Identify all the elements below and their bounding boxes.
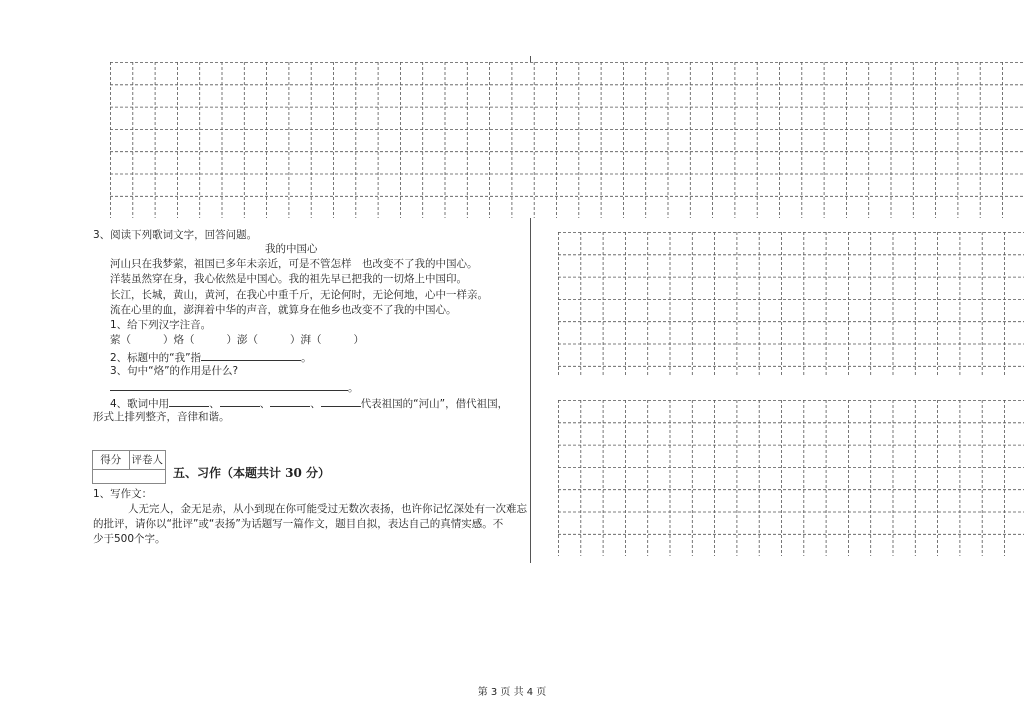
answer-blank[interactable] — [270, 395, 310, 407]
essay-prompt-line-2: 的批评，请你以“批评”或“表扬”为话题写一篇作文，题目自拟，表达自己的真情实感。不 — [93, 518, 504, 530]
poem-line-3: 长江，长城，黄山，黄河，在我心中重千斤，无论何时，无论何地，心中一样亲。 — [110, 289, 488, 301]
answer-blank[interactable] — [220, 395, 260, 407]
sub-question-2: 2、标题中的“我”指 。 — [110, 349, 312, 366]
pinyin-row: 萦（ ）烙（ ）澎（ ）湃（ ） — [110, 334, 364, 346]
page-footer: 第 3 页 共 4 页 — [477, 687, 547, 698]
score-label: 得分 — [93, 451, 130, 469]
answer-blank[interactable] — [110, 379, 348, 391]
sub-question-1: 1、给下列汉字注音。 — [110, 319, 212, 331]
fold-tick — [530, 56, 531, 62]
section-5-title: 五、习作（本题共计 30 分） — [173, 466, 331, 480]
poem-line-4: 流在心里的血，澎湃着中华的声音，就算身在他乡也改变不了我的中国心。 — [110, 304, 457, 316]
sub-question-4: 4、歌词中用 、 、 、 代表祖国的“河山”，借代祖国， — [110, 395, 508, 412]
score-box — [92, 450, 166, 470]
writing-grid-right-1 — [558, 232, 1024, 376]
section-5-question-1: 1、写作文： — [93, 488, 153, 500]
essay-prompt-line-1: 人无完人，金无足赤，从小到现在你可能受过无数次表扬，也许你记忆深处有一次难忘 — [128, 503, 527, 515]
writing-grid-top — [110, 62, 1024, 218]
column-divider — [530, 218, 531, 563]
poem-line-1: 河山只在我梦萦，祖国已多年未亲近，可是不管怎样 也改变不了我的中国心。 — [110, 258, 478, 270]
poem-title: 我的中国心 — [265, 243, 318, 255]
grid-lines — [110, 62, 1024, 218]
writing-grid-right-2 — [558, 400, 1024, 556]
essay-prompt-line-3: 少于500个字。 — [93, 533, 166, 545]
poem-line-2: 洋装虽然穿在身，我心依然是中国心。我的祖先早已把我的一切烙上中国印。 — [110, 273, 467, 285]
grader-label: 评卷人 — [131, 454, 163, 466]
score-box-bottom — [92, 469, 166, 484]
sub-question-3: 3、句中“烙”的作用是什么? — [110, 365, 239, 377]
sub-question-4-cont: 形式上排列整齐，音律和谐。 — [93, 411, 230, 423]
sub-question-3-answer: 。 — [110, 379, 359, 396]
question-3-prompt: 3、阅读下列歌词文字，回答问题。 — [93, 229, 258, 241]
answer-blank[interactable] — [321, 395, 361, 407]
answer-blank[interactable] — [169, 395, 209, 407]
answer-blank[interactable] — [201, 349, 301, 361]
